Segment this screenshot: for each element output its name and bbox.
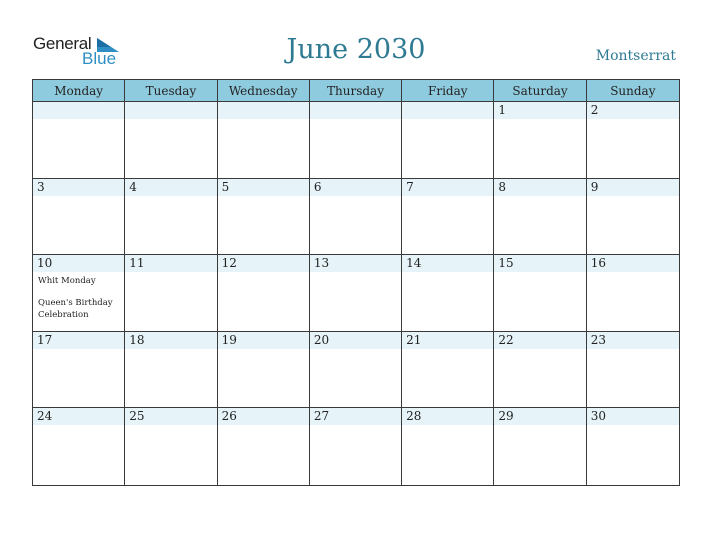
day-number: 27: [313, 409, 330, 424]
day-cell: [125, 102, 217, 179]
day-cell: [402, 255, 494, 332]
calendar-grid: [32, 79, 680, 486]
day-cell: [587, 408, 679, 485]
weekday-header-saturday: Saturday: [494, 80, 586, 102]
day-cell: [218, 102, 310, 179]
region-label: Montserrat: [595, 48, 676, 64]
day-number: 2: [590, 103, 599, 117]
day-cell: [587, 102, 679, 179]
day-cell: [402, 408, 494, 485]
day-number: 22: [498, 332, 514, 347]
weekday-header-friday: Friday: [402, 80, 494, 102]
day-cell: [402, 179, 494, 256]
day-number: 1: [498, 103, 507, 117]
day-number: 5: [221, 179, 230, 194]
day-cell: [218, 179, 310, 256]
day-number: 29: [498, 409, 514, 424]
page-title: June 2030: [286, 34, 426, 65]
day-cell: [494, 332, 586, 409]
day-number: 25: [129, 409, 145, 424]
holiday-label: Queen's Birthday Celebration: [38, 298, 113, 321]
day-cell: [125, 408, 217, 485]
day-number: 10: [37, 256, 53, 271]
logo: [33, 34, 123, 68]
day-cell: [218, 408, 310, 485]
day-cell: [33, 255, 125, 332]
logo-blue-text: Blue: [82, 49, 117, 68]
day-number: 14: [406, 256, 422, 271]
day-number: 6: [313, 179, 322, 194]
day-cell: [402, 332, 494, 409]
day-cell: [310, 179, 402, 256]
day-cell: [218, 332, 310, 409]
day-number: 17: [37, 332, 53, 347]
day-number: 11: [129, 256, 145, 271]
day-cell: [218, 255, 310, 332]
day-number: 8: [498, 179, 507, 194]
weekday-header-sunday: Sunday: [587, 80, 679, 102]
weekday-header-wednesday: Wednesday: [218, 80, 310, 102]
day-number: 18: [129, 332, 145, 347]
day-number: 16: [590, 256, 606, 271]
day-events: [38, 275, 120, 331]
weekday-header-tuesday: Tuesday: [125, 80, 217, 102]
day-number: 9: [590, 179, 599, 194]
day-number: 24: [37, 409, 53, 424]
day-cell: [33, 179, 125, 256]
day-number: 30: [590, 409, 606, 424]
holiday-label: Whit Monday: [38, 276, 96, 287]
day-cell: [125, 255, 217, 332]
day-number: 19: [221, 332, 237, 347]
day-number: 7: [406, 179, 414, 194]
day-number: 20: [313, 332, 330, 347]
day-number: 28: [406, 409, 422, 424]
day-cell: [587, 255, 679, 332]
day-number: 3: [37, 179, 45, 194]
day-cell: [125, 179, 217, 256]
day-number: 12: [221, 256, 237, 271]
day-cell: [125, 332, 217, 409]
day-cell: [494, 255, 586, 332]
day-cell: [310, 255, 402, 332]
day-number: 4: [129, 179, 137, 194]
day-cell: [587, 332, 679, 409]
day-cell: [310, 408, 402, 485]
day-cell: [310, 332, 402, 409]
day-cell: [33, 102, 125, 179]
day-cell: [33, 408, 125, 485]
weekday-header-monday: Monday: [33, 80, 125, 102]
day-cell: [402, 102, 494, 179]
day-number: 26: [221, 409, 237, 424]
logo-general-text: General: [33, 34, 92, 53]
day-cell: [33, 332, 125, 409]
day-number: 23: [590, 332, 606, 347]
day-number: 21: [406, 332, 422, 347]
day-cell: [494, 408, 586, 485]
day-cell: [587, 179, 679, 256]
day-cell: [310, 102, 402, 179]
day-cell: [494, 102, 586, 179]
day-cell: [494, 179, 586, 256]
weekday-header-thursday: Thursday: [310, 80, 402, 102]
day-number: 13: [313, 256, 330, 271]
day-number: 15: [498, 256, 514, 271]
